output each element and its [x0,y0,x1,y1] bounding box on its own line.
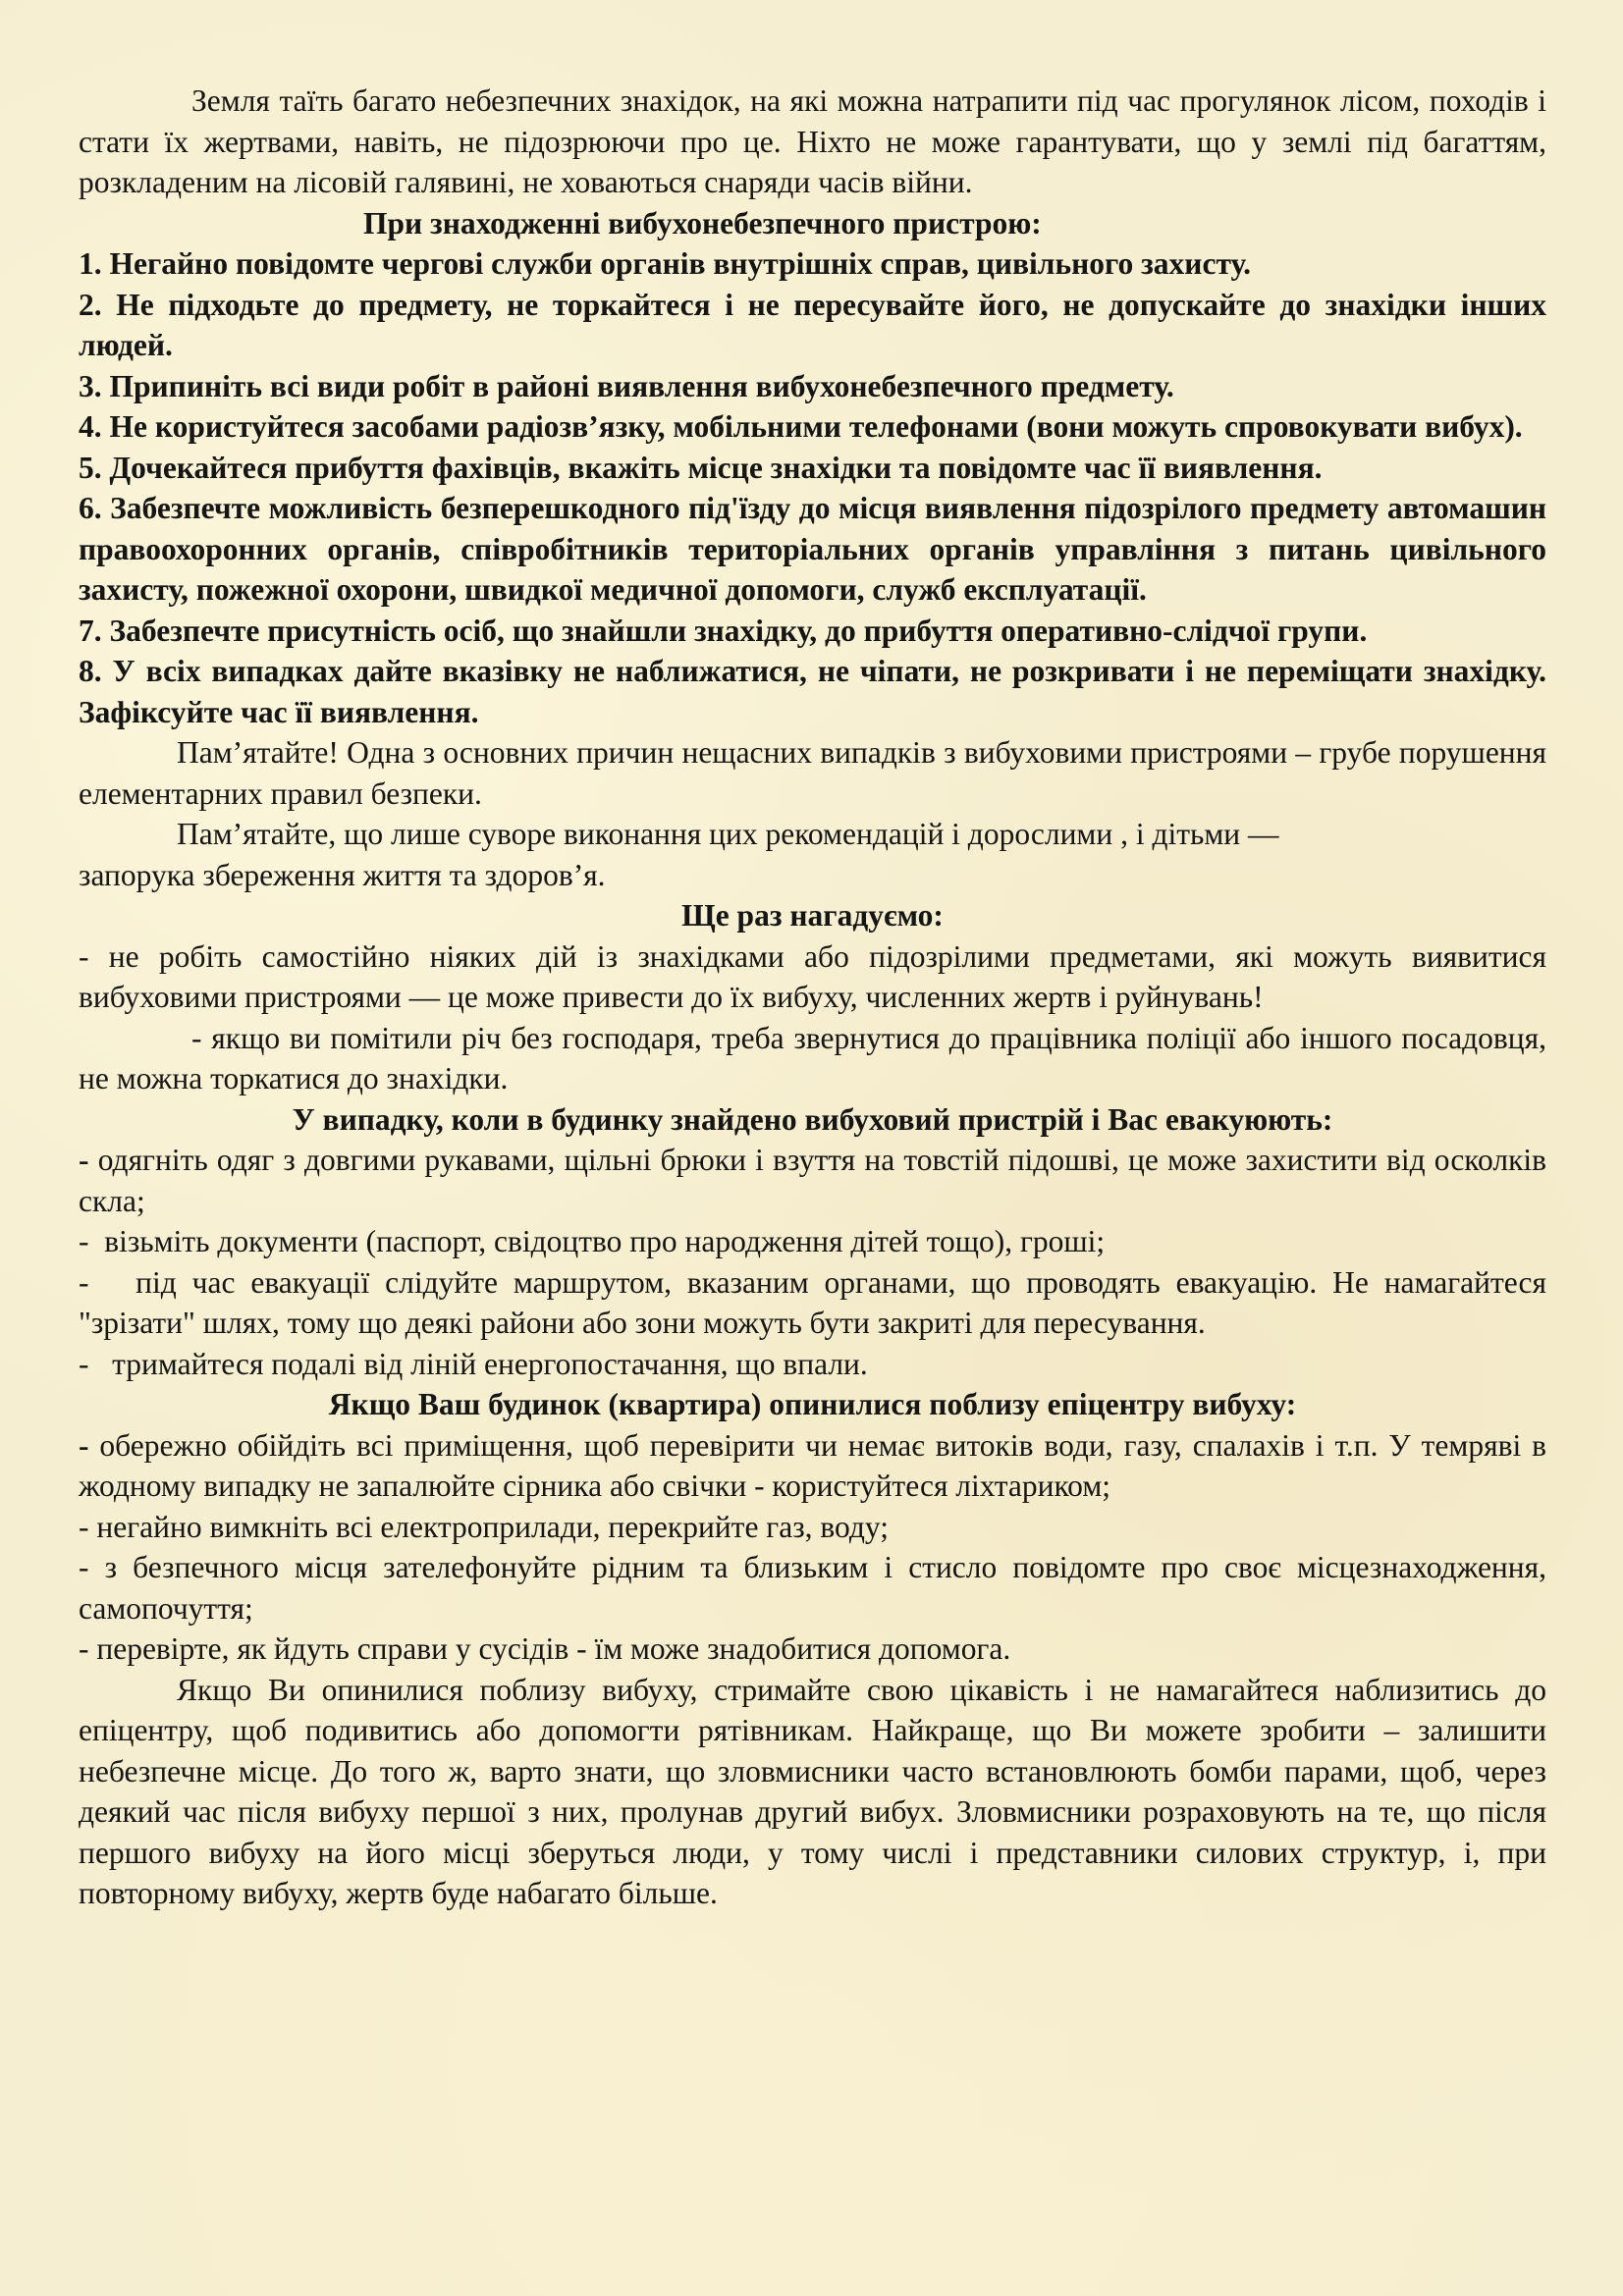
bullet-dash: - [79,1427,89,1463]
instruction-item-2: 2. Не підходьте до предмету, не торкайтеся і не пересувайте його, не допускайте до знахідки інших людей. [79,287,1546,362]
evacuation-item-1 [79,1140,1546,1221]
instruction-item-1: 1. Негайно повідомте чергові служби органів внутрішніх справ, цивільного захисту. [79,246,1251,281]
evacuation-item-1-text: одягніть одяг з довгими рукавами, щільні брюки і взуття на товстій підошві, це може захистити від осколків скла; [79,1143,1546,1218]
epicenter-item-3: - з безпечного місця зателефонуйте рідним та близьким і стисло повідомте про своє місцезнаходження, самопочуття; [79,1550,1546,1626]
closing-paragraph: Якщо Ви опинилися поблизу вибуху, стримайте свою цікавість і не намагайтеся наблизитись до епіцентру, щоб подивитись або допомогти рятівникам. Найкраще, що Ви можете зробити – залишити небезпечне місце. До того ж, варто знати, що зловмисники часто встановлюють бомби парами, щоб, через деякий час після вибуху першої з них, пролунав другий вибух. Зловмисники розраховують на те, що після першого вибуху на його місці зберуться люди, у тому числі і представники силових структур, і, при повторному вибуху, жертв буде набагато більше. [79,1672,1546,1910]
instruction-item-5: 5. Дочекайтеся прибуття фахівців, вкажіть місце знахідки та повідомте час її виявлення. [79,450,1323,485]
evacuation-item-2: - візьміть документи (паспорт, свідоцтво про народження дітей тощо), гроші; [79,1224,1106,1258]
document-page [79,80,1554,1914]
bullet-dash: - [79,1143,89,1177]
remember-paragraph-2-line-1: Пам’ятайте, що лише суворе виконання цих рекомендацій і дорослими , і дітьми — [177,817,1279,851]
section-heading-found-device: При знаходженні вибухонебезпечного пристрою: [363,205,1042,240]
reminder-item-2: - якщо ви помітили річ без господаря, треба звернутися до працівника поліції або іншого посадовця, не можна торкатися до знахідки. [79,1020,1546,1095]
instruction-item-3: 3. Припиніть всі види робіт в районі виявлення вибухонебезпечного предмету. [79,368,1174,403]
instruction-item-4: 4. Не користуйтеся засобами радіозв’язку, мобільними телефонами (вони можуть спровокувати вибух). [79,409,1523,444]
instruction-item-6: 6. Забезпечте можливість безперешкодного під'їзду до місця виявлення підозрілого предмету автомашин правоохоронних органів, співробітників територіальних органів управління з питань цивільного захисту, пожежної охорони, швидкої медичної допомоги, служб експлуатації. [79,491,1546,607]
epicenter-item-1-text: обережно обійдіть всі приміщення, щоб перевірити чи немає витоків води, газу, спалахів і т.п. У темряві в жодному випадку не запалюйте сірника або свічки - користуйтеся ліхтариком; [79,1427,1546,1503]
epicenter-item-2: - негайно вимкніть всі електроприлади, перекрийте газ, воду; [79,1509,890,1544]
section-heading-epicenter: Якщо Ваш будинок (квартира) опинилися поблизу епіцентру вибуху: [328,1387,1297,1421]
instruction-item-8: 8. У всіх випадках дайте вказівку не наближатися, не чіпати, не розкривати і не переміщати знахідку. Зафіксуйте час її виявлення. [79,654,1546,729]
instruction-item-7: 7. Забезпечте присутність осіб, що знайшли знахідку, до прибуття оперативно-слідчої групи. [79,613,1368,648]
remember-paragraph-1: Пам’ятайте! Одна з основних причин нещасних випадків з вибуховими пристроями – грубе порушення елементарних правил безпеки. [79,735,1546,811]
section-heading-evacuation: У випадку, коли в будинку знайдено вибуховий пристрій і Вас евакуюють: [292,1101,1333,1137]
evacuation-item-3: - під час евакуації слідуйте маршрутом, вказаним органами, що проводять евакуацію. Не намагайтеся "зрізати" шлях, тому що деякі райони або зони можуть бути закриті для пересування. [79,1264,1554,1340]
remember-paragraph-2-line-2: запорука збереження життя та здоров’я. [79,857,606,892]
intro-paragraph: Земля таїть багато небезпечних знахідок, на які можна натрапити під час прогулянок лісом, походів і стати їх жертвами, навіть, не підозрюючи про це. Ніхто не може гарантувати, що у землі під багаттям, розкладеним на лісовій галявині, не ховаються снаряди часів війни. [79,83,1546,199]
reminder-item-1: - не робіть самостійно ніяких дій із знахідками або підозрілими предметами, які можуть виявитися вибуховими пристроями — це може привести до їх вибуху, численних жертв і руйнувань! [79,938,1546,1014]
evacuation-item-4: - тримайтеся подалі від ліній енергопостачання, що впали. [79,1346,868,1381]
epicenter-item-4: - перевірте, як йдуть справи у сусідів - їм може знадобитися допомога. [79,1631,1011,1666]
epicenter-item-1 [79,1425,1546,1507]
section-heading-reminder: Ще раз нагадуємо: [681,898,944,933]
